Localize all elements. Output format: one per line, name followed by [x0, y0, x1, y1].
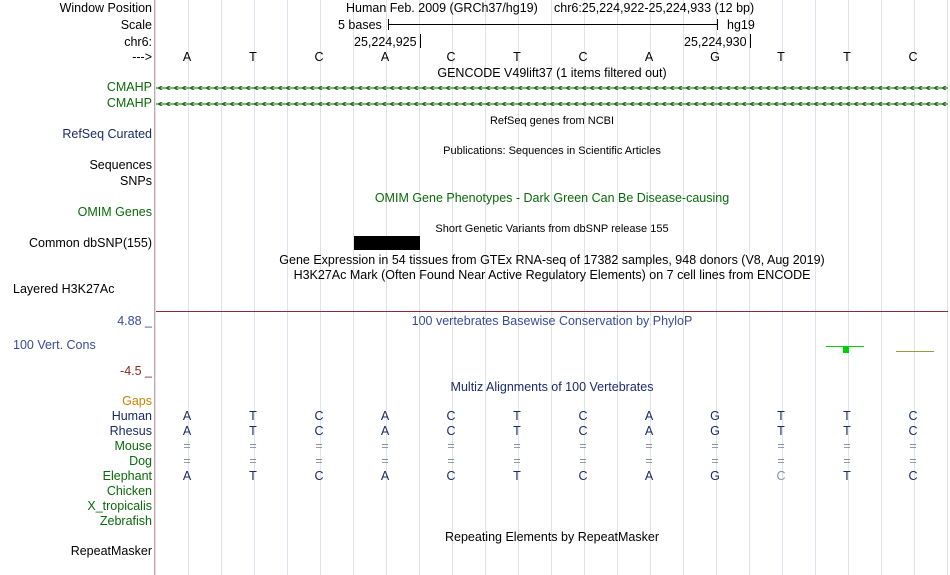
aligned-base: G — [710, 424, 720, 438]
aligned-base: = — [315, 454, 323, 468]
reference-base: A — [644, 50, 654, 64]
window-position-label: Window Position — [59, 1, 152, 15]
reference-base: G — [710, 50, 720, 64]
aligned-base: C — [314, 469, 324, 483]
scale-label: Scale — [120, 18, 152, 32]
species-label[interactable]: Human — [111, 409, 152, 423]
reference-base: T — [843, 50, 851, 64]
conservation-track-title: 100 vertebrates Basewise Conservation by PhyloP — [411, 314, 693, 328]
species-label[interactable]: Chicken — [106, 484, 152, 498]
aligned-base: A — [380, 469, 390, 483]
species-label[interactable]: X_tropicalis — [87, 499, 152, 513]
aligned-base: T — [777, 424, 785, 438]
aligned-base: = — [447, 454, 455, 468]
aligned-base: = — [579, 439, 587, 453]
track-label-sequences[interactable]: Sequences — [89, 158, 152, 172]
aligned-base: = — [447, 439, 455, 453]
reference-base: A — [182, 50, 192, 64]
aligned-base: T — [513, 424, 521, 438]
coord-right: 25,224,930 — [684, 35, 747, 49]
aligned-base: = — [183, 439, 191, 453]
cons-max-label: 4.88 _ — [117, 314, 152, 328]
scale-bar-left-tick — [388, 19, 389, 30]
aligned-base: = — [579, 454, 587, 468]
cmahp-gene-1[interactable] — [156, 86, 948, 90]
aligned-base: = — [381, 454, 389, 468]
assembly-title: Human Feb. 2009 (GRCh37/hg19) — [346, 1, 538, 15]
aligned-base: T — [513, 409, 521, 423]
aligned-base: C — [446, 409, 456, 423]
track-label-cmahp-1[interactable]: CMAHP — [106, 80, 152, 94]
aligned-base: A — [182, 409, 192, 423]
aligned-base: T — [513, 469, 521, 483]
track-label-repeatmasker[interactable]: RepeatMasker — [70, 544, 152, 558]
scale-bar-right-tick — [717, 19, 718, 30]
track-label-h3k27ac[interactable]: Layered H3K27Ac — [13, 282, 115, 296]
aligned-base: G — [710, 409, 720, 423]
multiz-track-title: Multiz Alignments of 100 Vertebrates — [450, 380, 654, 394]
aligned-base: A — [644, 424, 654, 438]
reference-base: T — [777, 50, 785, 64]
track-label-refseq[interactable]: RefSeq Curated — [62, 127, 152, 141]
aligned-base: G — [710, 469, 720, 483]
aligned-base: C — [314, 409, 324, 423]
aligned-base: T — [843, 424, 851, 438]
aligned-base: T — [249, 409, 257, 423]
position-readout: chr6:25,224,922-25,224,933 (12 bp) — [554, 1, 755, 15]
track-label-cmahp-2[interactable]: CMAHP — [106, 96, 152, 110]
aligned-base: = — [777, 439, 785, 453]
dbsnp-variant-feature[interactable] — [354, 236, 420, 250]
aligned-base: A — [182, 469, 192, 483]
aligned-base: T — [249, 469, 257, 483]
reference-base: T — [249, 50, 257, 64]
aligned-base: = — [645, 439, 653, 453]
aligned-base: = — [909, 454, 917, 468]
species-label[interactable]: Rhesus — [109, 424, 152, 438]
scale-text: 5 bases — [338, 18, 382, 32]
aligned-base: C — [446, 469, 456, 483]
chrom-label: chr6: — [124, 35, 152, 49]
coord-right-tick — [750, 34, 751, 48]
coord-left-tick — [420, 34, 421, 48]
species-label[interactable]: Mouse — [114, 439, 152, 453]
repeatmasker-track-title: Repeating Elements by RepeatMasker — [444, 530, 660, 544]
aligned-base: C — [578, 424, 588, 438]
aligned-base: T — [249, 424, 257, 438]
aligned-base: C — [908, 424, 918, 438]
dbsnp-track-title: Short Genetic Variants from dbSNP release 155 — [435, 223, 669, 235]
scale-bar — [388, 24, 718, 25]
label-divider — [154, 0, 155, 575]
aligned-base: = — [645, 454, 653, 468]
refseq-track-title: RefSeq genes from NCBI — [489, 115, 615, 127]
cmahp-gene-2[interactable] — [156, 102, 948, 106]
track-label-omim[interactable]: OMIM Genes — [77, 205, 152, 219]
gaps-label: Gaps — [122, 394, 152, 408]
reference-base: C — [314, 50, 324, 64]
aligned-base: C — [578, 409, 588, 423]
track-label-conservation[interactable]: 100 Vert. Cons — [13, 338, 96, 352]
aligned-base: C — [578, 469, 588, 483]
aligned-base: A — [380, 409, 390, 423]
species-label[interactable]: Elephant — [102, 469, 152, 483]
aligned-base: T — [777, 409, 785, 423]
coord-left: 25,224,925 — [354, 35, 417, 49]
reference-base: C — [578, 50, 588, 64]
aligned-base: = — [843, 439, 851, 453]
reference-base: C — [908, 50, 918, 64]
reference-base: T — [513, 50, 521, 64]
aligned-base: C — [314, 424, 324, 438]
track-label-dbsnp[interactable]: Common dbSNP(155) — [29, 236, 152, 250]
strand-arrow-label[interactable]: ---> — [132, 50, 152, 64]
reference-base: C — [446, 50, 456, 64]
track-label-snps[interactable]: SNPs — [120, 174, 152, 188]
db-name: hg19 — [727, 18, 755, 32]
omim-track-title: OMIM Gene Phenotypes - Dark Green Can Be Disease-causing — [374, 191, 730, 205]
aligned-base: = — [909, 439, 917, 453]
aligned-base: = — [711, 454, 719, 468]
aligned-base: T — [843, 469, 851, 483]
aligned-base: = — [711, 439, 719, 453]
aligned-base: A — [182, 424, 192, 438]
gtex-track-title: Gene Expression in 54 tissues from GTEx RNA-seq of 17382 samples, 948 donors (V8, Aug 2019) — [279, 253, 825, 267]
aligned-base: C — [446, 424, 456, 438]
species-label[interactable]: Zebrafish — [99, 514, 152, 528]
h3k27ac-track-title: H3K27Ac Mark (Often Found Near Active Regulatory Elements) on 7 cell lines from ENCODE — [293, 268, 811, 282]
aligned-base: A — [644, 469, 654, 483]
aligned-base: A — [380, 424, 390, 438]
aligned-base: = — [777, 454, 785, 468]
aligned-base: = — [843, 454, 851, 468]
aligned-base: C — [908, 469, 918, 483]
conservation-top-line — [156, 311, 948, 312]
gencode-track-title: GENCODE V49lift37 (1 items filtered out) — [437, 66, 667, 80]
aligned-base: = — [513, 439, 521, 453]
aligned-base: = — [381, 439, 389, 453]
aligned-base: C — [776, 469, 786, 483]
conservation-score-line-2 — [896, 351, 934, 352]
aligned-base: = — [315, 439, 323, 453]
aligned-base: = — [513, 454, 521, 468]
reference-base: A — [380, 50, 390, 64]
aligned-base: T — [843, 409, 851, 423]
aligned-base: A — [644, 409, 654, 423]
publications-track-title: Publications: Sequences in Scientific Articles — [443, 145, 661, 157]
aligned-base: = — [249, 454, 257, 468]
aligned-base: = — [249, 439, 257, 453]
cons-min-label: -4.5 _ — [120, 364, 152, 378]
aligned-base: = — [183, 454, 191, 468]
species-label[interactable]: Dog — [129, 454, 152, 468]
conservation-score-bar — [843, 347, 849, 353]
aligned-base: C — [908, 409, 918, 423]
